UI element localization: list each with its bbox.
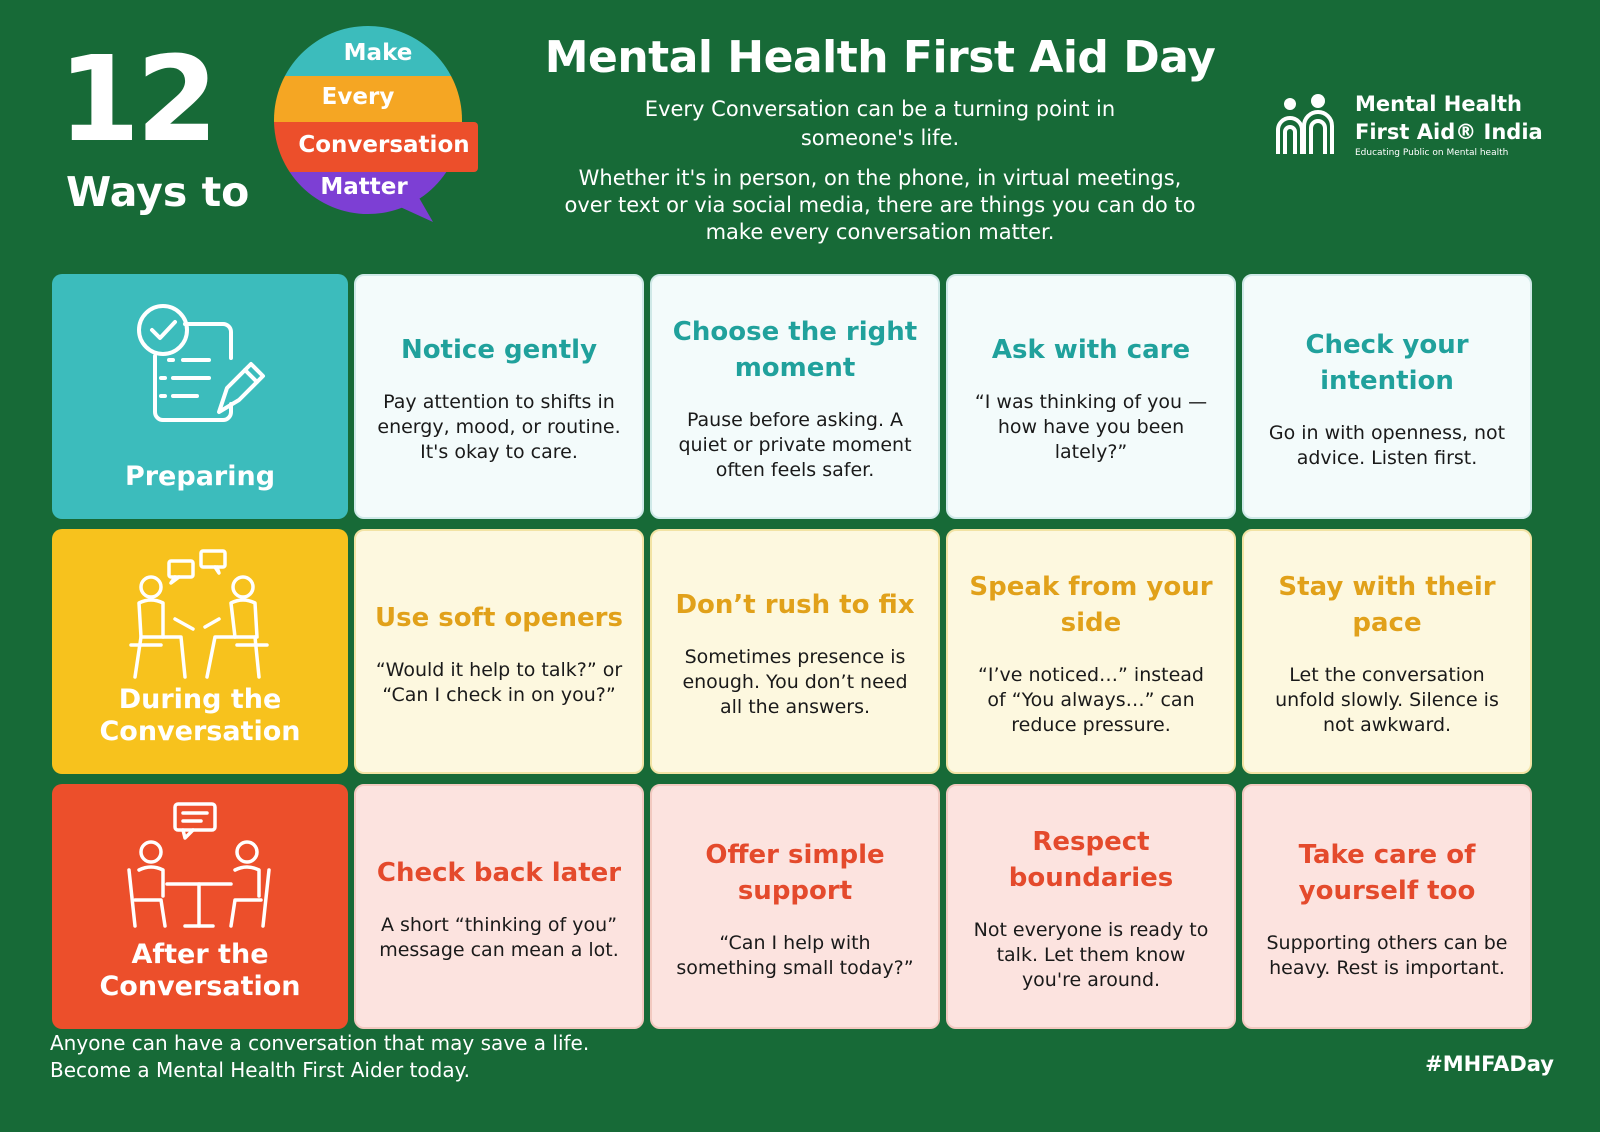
tip-title: Choose the right moment	[672, 317, 918, 383]
bubble-word-matter: Matter	[320, 174, 408, 200]
tip-title: Offer simple support	[705, 839, 885, 906]
tip-card	[1242, 529, 1532, 774]
subtitle-two: Whether it's in person, on the phone, in virtual meetings, over text or via social media, there are things you can do to make every conversation matter.	[564, 166, 1196, 244]
tip-body: Go in with openness, not advice. Listen first.	[1268, 421, 1506, 469]
tip-title: Take care of yourself too	[1298, 839, 1476, 906]
footer-text	[50, 1030, 589, 1084]
bubble-word-make: Make	[343, 40, 413, 66]
tip-card	[650, 529, 940, 774]
row-header-after	[52, 784, 348, 1029]
logo-tagline: Educating Public on Mental health	[1355, 148, 1509, 158]
logo-line-one: Mental Health	[1355, 92, 1522, 116]
hashtag: #MHFADay	[1425, 1052, 1554, 1076]
tip-card	[354, 784, 644, 1029]
tip-title: Check back later	[376, 857, 622, 888]
tip-body: “I was thinking of you — how have you been lately?”	[974, 391, 1208, 463]
bubble-word-conversation: Conversation	[298, 132, 470, 158]
tip-body: Supporting others can be heavy. Rest is important.	[1266, 931, 1508, 979]
row-label: After the Conversation	[99, 939, 301, 1002]
page-title: Mental Health First Aid Day	[544, 32, 1216, 83]
tip-body: A short “thinking of you” message can mean a lot.	[379, 913, 619, 961]
big-number: 12	[58, 30, 215, 168]
tip-card	[946, 274, 1236, 519]
tip-body: “Would it help to talk?” or “Can I check in on you?”	[375, 658, 623, 706]
tip-title: Speak from your side	[969, 572, 1213, 638]
tip-body: Pause before asking. A quiet or private moment often feels safer.	[678, 409, 912, 481]
tip-card	[946, 529, 1236, 774]
tip-body: Pay attention to shifts in energy, mood, or routine. It's okay to care.	[377, 391, 621, 463]
tip-body: “I’ve noticed…” instead of “You always…” can reduce pressure.	[978, 664, 1204, 736]
subtitle-one: Every Conversation can be a turning point in someone's life.	[644, 97, 1116, 150]
row-label: Preparing	[124, 461, 276, 492]
tip-card	[1242, 274, 1532, 519]
tip-title: Ask with care	[991, 335, 1191, 365]
tip-card	[650, 784, 940, 1029]
speech-bubble-graphic	[268, 26, 488, 226]
tip-title: Stay with their pace	[1278, 572, 1496, 638]
footer-line-two: Become a Mental Health First Aider today.	[50, 1058, 470, 1082]
tip-card	[354, 529, 644, 774]
ways-to-text: Ways to	[66, 168, 250, 216]
row-header-during	[52, 529, 348, 774]
tip-card	[354, 274, 644, 519]
mhfa-india-logo	[1280, 92, 1543, 162]
tip-card	[1242, 784, 1532, 1029]
row-header-preparing	[52, 274, 348, 519]
tip-body: Sometimes presence is enough. You don’t need all the answers.	[682, 646, 908, 718]
tip-title: Respect boundaries	[1008, 827, 1174, 893]
bubble-word-every: Every	[321, 84, 395, 110]
conversation-icon	[125, 547, 275, 687]
tip-body: Not everyone is ready to talk. Let them know you're around.	[973, 919, 1209, 991]
logo-people-icon	[1276, 94, 1348, 158]
tip-body: Let the conversation unfold slowly. Silence is not awkward.	[1275, 664, 1499, 736]
table-talk-icon	[125, 800, 275, 930]
checklist-icon	[125, 300, 275, 430]
tip-title: Notice gently	[400, 335, 598, 365]
row-label: During the Conversation	[99, 684, 301, 747]
tip-card	[650, 274, 940, 519]
tip-title: Don’t rush to fix	[675, 590, 915, 620]
footer-line-one: Anyone can have a conversation that may save a life.	[50, 1031, 590, 1055]
tip-title: Use soft openers	[375, 602, 623, 633]
tips-grid	[52, 274, 1532, 1029]
tip-title: Check your intention	[1305, 329, 1469, 396]
tip-body: “Can I help with something small today?”	[676, 931, 914, 979]
tip-card	[946, 784, 1236, 1029]
logo-line-two: First Aid® India	[1355, 120, 1543, 144]
